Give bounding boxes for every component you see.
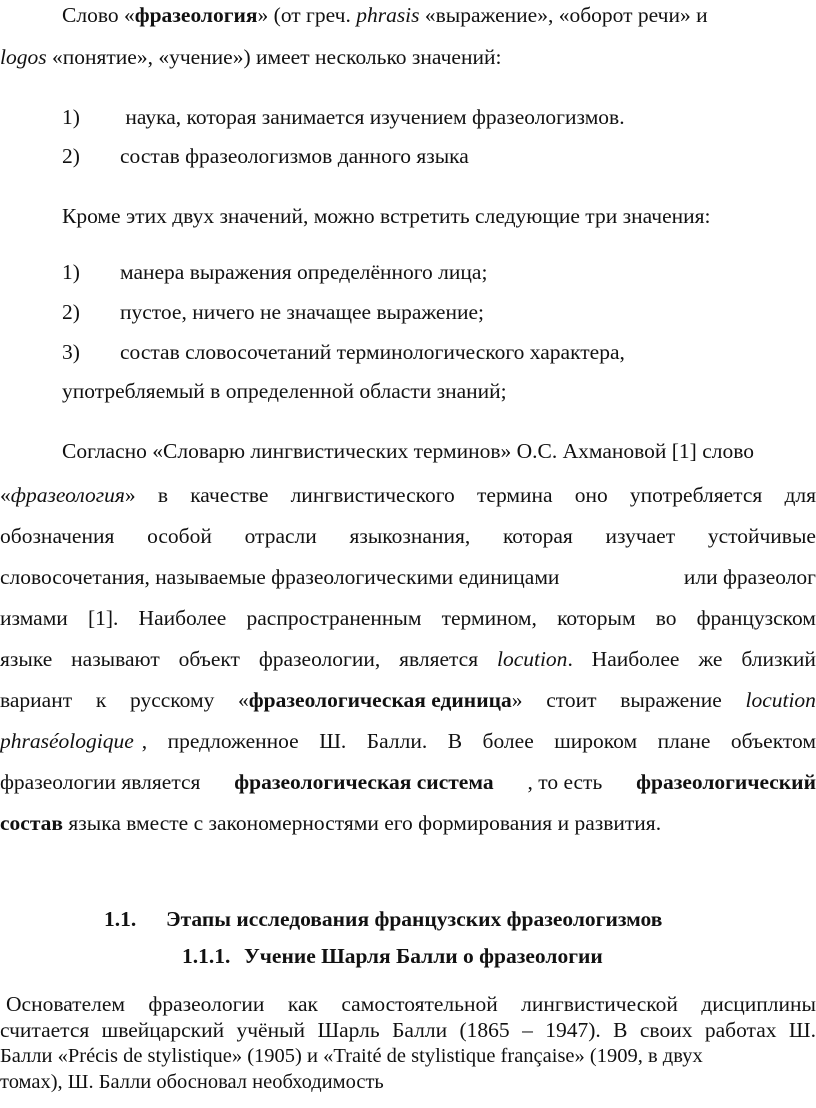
text: словосочетания, называемые фразеологическими единицами bbox=[0, 565, 560, 589]
subsection-heading bbox=[182, 943, 816, 969]
word: объект bbox=[178, 647, 240, 671]
word: Основателем bbox=[6, 992, 125, 1016]
term-bold: фразеологическая система bbox=[234, 770, 494, 794]
list-number: 2) bbox=[62, 300, 80, 324]
word: В bbox=[447, 729, 463, 753]
list-text: пустое, ничего не значащее выражение; bbox=[120, 300, 484, 324]
paragraph-3-line-7 bbox=[0, 687, 816, 713]
word: распространенным bbox=[246, 606, 422, 630]
heading-text: Этапы исследования французских фразеологизмов bbox=[166, 907, 663, 931]
paragraph-3-line-9 bbox=[0, 769, 816, 795]
quote: » bbox=[511, 688, 523, 712]
term-with-comma bbox=[0, 728, 147, 754]
punct: , bbox=[141, 729, 148, 753]
list-number: 1) bbox=[62, 260, 80, 284]
word: швейцарский bbox=[101, 1018, 225, 1042]
word: лингвистического bbox=[290, 483, 455, 507]
word: плане bbox=[657, 729, 711, 753]
paragraph-3-line-6 bbox=[0, 646, 816, 672]
paragraph-4-line-4: томах), Ш. Балли обосновал необходимость bbox=[0, 1071, 384, 1093]
list-number: 3) bbox=[62, 340, 80, 364]
paragraph-4-line-3: Балли «Précis de stylistique» (1905) и «Traité de stylistique française» (1909, в двух bbox=[0, 1045, 703, 1067]
text: языка вместе с закономерностями его формирования и развития. bbox=[63, 811, 662, 835]
word: термином, bbox=[441, 606, 537, 630]
word: называют bbox=[71, 647, 160, 671]
word: качестве bbox=[190, 483, 269, 507]
word: своих bbox=[639, 1018, 693, 1042]
heading-number: 1.1. bbox=[104, 907, 137, 931]
quote: « bbox=[0, 483, 11, 507]
word: работах bbox=[704, 1018, 777, 1042]
paragraph-1-line-2 bbox=[0, 44, 816, 70]
paragraph-3-line-4 bbox=[0, 564, 816, 590]
word: обозначения bbox=[0, 524, 115, 548]
text: » (от греч. bbox=[257, 3, 357, 27]
paragraph-3-line-3 bbox=[0, 523, 816, 549]
text: Слово « bbox=[62, 3, 135, 27]
quote: « bbox=[238, 688, 249, 712]
list-number: 1) bbox=[62, 105, 80, 129]
term-with-period bbox=[497, 646, 573, 672]
word: Шарль bbox=[317, 1018, 380, 1042]
word: французском bbox=[696, 606, 816, 630]
list-item bbox=[62, 299, 816, 325]
list-text: состав словосочетаний терминологического характера, bbox=[120, 340, 625, 364]
term-bold: фразеологический bbox=[636, 770, 816, 794]
word: отрасли bbox=[244, 524, 317, 548]
list-text: наука, которая занимается изучением фразеологизмов. bbox=[120, 105, 625, 129]
word: Балли bbox=[392, 1018, 448, 1042]
word: которым bbox=[557, 606, 636, 630]
term-italic: phrasis bbox=[356, 3, 420, 27]
list-item bbox=[62, 143, 816, 169]
text: или фразеолог bbox=[683, 565, 816, 589]
term-italic: phraséologique bbox=[0, 729, 134, 753]
word: Ш. bbox=[788, 1018, 816, 1042]
word: (1865 bbox=[459, 1018, 510, 1042]
word: стоит bbox=[546, 688, 597, 712]
word: оно bbox=[574, 483, 608, 507]
quote: » bbox=[124, 483, 136, 507]
quoted-term bbox=[0, 482, 136, 508]
word: к bbox=[95, 688, 107, 712]
heading-text: Учение Шарля Балли о фразеологии bbox=[244, 944, 603, 968]
word: языкознания, bbox=[349, 524, 471, 548]
word: широком bbox=[554, 729, 638, 753]
word: самостоятельной bbox=[341, 992, 498, 1016]
term-italic: locution bbox=[745, 688, 816, 712]
word: Наиболее bbox=[138, 606, 227, 630]
word: в bbox=[157, 483, 168, 507]
word: выражение bbox=[620, 688, 722, 712]
paragraph-4-line-1 bbox=[6, 991, 816, 1017]
paragraph-3-line-1: Согласно «Словарю лингвистических терминов» О.С. Ахмановой [1] слово bbox=[62, 439, 754, 463]
paragraph-2: Кроме этих двух значений, можно встретить следующие три значения: bbox=[62, 204, 711, 228]
word: изучает bbox=[605, 524, 676, 548]
paragraph-3-line-8 bbox=[0, 728, 816, 754]
word: как bbox=[287, 992, 318, 1016]
punct: . bbox=[567, 647, 573, 671]
list-number: 2) bbox=[62, 144, 80, 168]
word: объектом bbox=[730, 729, 816, 753]
word: для bbox=[784, 483, 816, 507]
term-bold: фразеология bbox=[134, 3, 258, 27]
word: близкий bbox=[741, 647, 816, 671]
list-text: состав фразеологизмов данного языка bbox=[120, 144, 469, 168]
word: языке bbox=[0, 647, 53, 671]
word: более bbox=[482, 729, 534, 753]
word: считается bbox=[0, 1018, 90, 1042]
word: фразеологии, bbox=[258, 647, 381, 671]
word: В bbox=[613, 1018, 628, 1042]
word: Наиболее bbox=[591, 647, 680, 671]
word: вариант bbox=[0, 688, 73, 712]
word: особой bbox=[147, 524, 212, 548]
term-italic: locution bbox=[496, 647, 568, 671]
paragraph-3-line-2 bbox=[0, 482, 816, 508]
list-item bbox=[62, 104, 816, 130]
word: употребляется bbox=[629, 483, 763, 507]
word: предложенное bbox=[167, 729, 299, 753]
list-text: манера выражения определённого лица; bbox=[120, 260, 488, 284]
text: «выражение», «оборот речи» и bbox=[419, 3, 708, 27]
term-italic: фразеология bbox=[10, 483, 125, 507]
word: является bbox=[399, 647, 479, 671]
text: , то есть bbox=[527, 770, 603, 794]
word: Балли. bbox=[366, 729, 428, 753]
paragraph-4-line-2 bbox=[0, 1017, 816, 1043]
word: 1947). bbox=[545, 1018, 601, 1042]
word: учёный bbox=[236, 1018, 306, 1042]
list-continuation: употребляемый в определенной области знаний; bbox=[62, 379, 507, 403]
word: русскому bbox=[129, 688, 215, 712]
word: которая bbox=[502, 524, 573, 548]
paragraph-3-line-10 bbox=[0, 810, 816, 836]
term-bold: фразеологическая единица bbox=[248, 688, 512, 712]
word: – bbox=[522, 1018, 533, 1042]
quoted-bold-term bbox=[238, 687, 522, 713]
word: [1]. bbox=[87, 606, 119, 630]
list-item bbox=[62, 339, 816, 365]
term-bold: состав bbox=[0, 811, 64, 835]
list-item bbox=[62, 259, 816, 285]
word: фразеологии bbox=[148, 992, 265, 1016]
text: фразеологии является bbox=[0, 770, 201, 794]
term-italic: logos bbox=[0, 45, 47, 69]
word: во bbox=[655, 606, 677, 630]
paragraph-1-line-1 bbox=[62, 2, 816, 28]
word: же bbox=[698, 647, 723, 671]
heading-number: 1.1.1. bbox=[182, 944, 231, 968]
text: «понятие», «учение») имеет несколько значений: bbox=[46, 45, 502, 69]
word: термина bbox=[477, 483, 553, 507]
paragraph-3-line-5 bbox=[0, 605, 816, 631]
word: устойчивые bbox=[707, 524, 816, 548]
word: измами bbox=[0, 606, 68, 630]
word: дисциплины bbox=[701, 992, 816, 1016]
section-heading bbox=[104, 906, 816, 932]
word: Ш. bbox=[319, 729, 347, 753]
word: лингвистической bbox=[521, 992, 678, 1016]
